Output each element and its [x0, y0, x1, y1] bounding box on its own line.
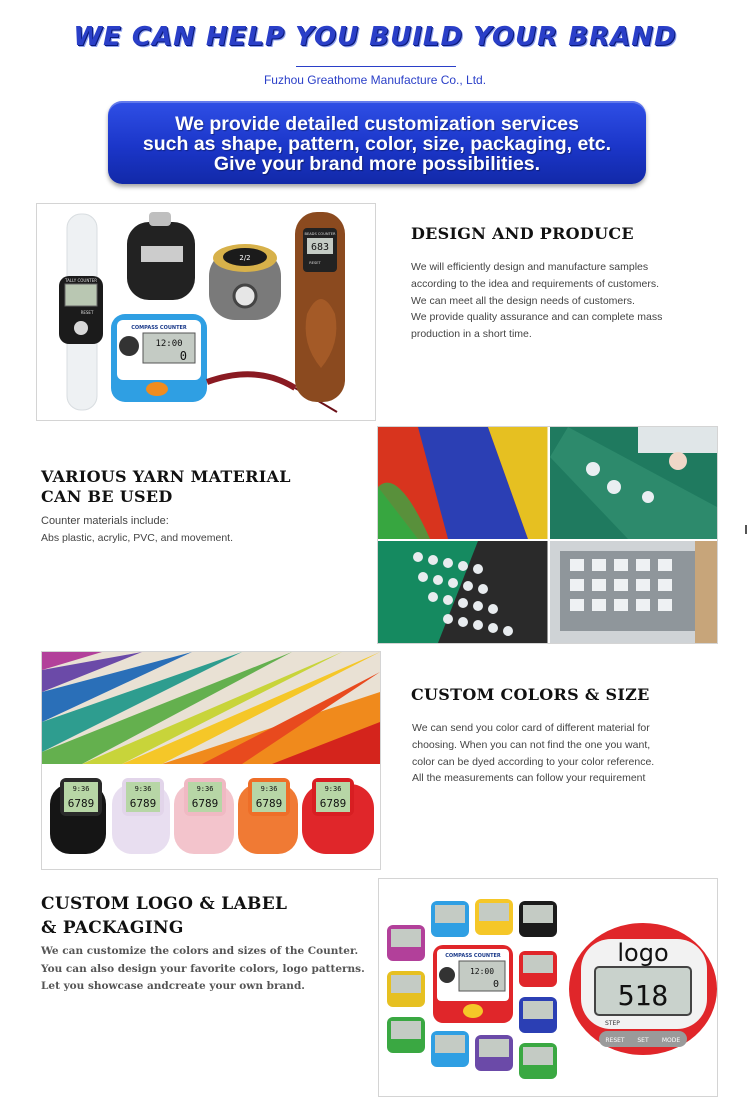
design-produce-body: [411, 259, 711, 343]
custom-logo-title-line-1: CUSTOM LOGO & LABEL: [41, 894, 288, 914]
design-produce-line-2: according to the idea and requirements of customers.: [411, 277, 660, 290]
custom-logo-title: [41, 892, 287, 940]
yarn-material-title-line-2: CAN BE USED: [41, 487, 173, 506]
yarn-material-title: [41, 467, 291, 507]
custom-colors-line-3: color can be dyed according to your color reference.: [412, 755, 655, 768]
yarn-material-line-2: Abs plastic, acrylic, PVC, and movement.: [41, 531, 233, 544]
compass-counter-count: 0: [179, 349, 187, 363]
logo-step-label: STEP: [605, 1020, 620, 1027]
custom-colors-line-1: We can send you color card of different material for: [412, 722, 650, 734]
ring-time-orange: 9:36: [260, 785, 278, 793]
design-produce-photo: [36, 203, 376, 421]
page-headline: WE CAN HELP YOU BUILD YOUR BRAND: [73, 22, 677, 52]
banner-line-3: Give your brand more possibilities.: [213, 153, 541, 175]
mini-counter-title: COMPASS COUNTER: [445, 953, 501, 959]
custom-logo-line-1: We can customize the colors and sizes of the Counter.: [41, 945, 359, 957]
design-produce-line-1: We will efficiently design and manufacture samples: [411, 261, 649, 273]
custom-colors-title: [411, 685, 650, 705]
custom-logo-line-3: Let you showcase andcreate your own brand.: [41, 980, 305, 992]
compass-counter-time: 12:00: [155, 339, 183, 349]
custom-logo-title-line-2: & PACKAGING: [41, 918, 184, 938]
custom-logo-line-2: You can also design your favorite colors, logo patterns.: [41, 962, 365, 975]
ring-count-black: 6789: [67, 797, 95, 810]
company-name: Fuzhou Greathome Manufacture Co., Ltd.: [263, 73, 487, 87]
ring-time-black: 9:36: [72, 785, 90, 793]
custom-colors-title-line: CUSTOM COLORS & SIZE: [411, 685, 650, 704]
custom-logo-body: [41, 943, 371, 996]
logo-display: 518: [617, 979, 669, 1012]
ring-count-pink: 6789: [191, 797, 219, 810]
logo-word: logo: [617, 939, 669, 967]
yarn-material-body: [41, 513, 341, 547]
design-produce-line-4: We provide quality assurance and can complete mass: [411, 311, 663, 324]
wood-counter-display: 683: [310, 242, 330, 253]
design-produce-line-3: We can meet all the design needs of customers.: [411, 294, 635, 307]
ring-time-red: 9:36: [324, 785, 342, 793]
banner-line-2: such as shape, pattern, color, size, packaging, etc.: [142, 133, 612, 155]
design-produce-title-line: DESIGN AND PRODUCE: [411, 224, 634, 243]
logo-set-button: SET: [637, 1037, 649, 1044]
custom-colors-line-4: All the measurements can follow your requirement: [412, 772, 646, 785]
design-produce-line-5: production in a short time.: [411, 328, 532, 341]
materials-photo-grid: [377, 426, 718, 644]
custom-colors-body: [412, 720, 712, 787]
edge-mark: [745, 525, 747, 534]
mini-counter-time: 12:00: [469, 967, 495, 976]
company-divider: [296, 66, 456, 67]
banner-line-1: We provide detailed customization services: [175, 113, 579, 135]
ring-time-lilac: 9:36: [134, 785, 152, 793]
ring-count-red: 6789: [319, 797, 347, 810]
compass-counter-title: COMPASS COUNTER: [131, 325, 187, 331]
design-produce-title: [411, 224, 634, 244]
color-samples-photo: [41, 651, 381, 870]
mini-counter-count: 0: [492, 979, 499, 990]
ring-time-pink: 9:36: [196, 785, 214, 793]
wood-counter-reset: RESET: [309, 261, 321, 265]
custom-colors-line-2: choosing. When you can not find the one you want,: [412, 738, 651, 751]
ring-counter-display: 2/2: [239, 254, 251, 262]
finger-counter-label: TALLY COUNTER: [64, 278, 98, 283]
logo-mode-button: MODE: [661, 1037, 681, 1044]
custom-logo-photo: [378, 878, 718, 1097]
logo-reset-button: RESET: [605, 1037, 625, 1044]
yarn-material-line-1: Counter materials include:: [41, 515, 169, 527]
ring-count-lilac: 6789: [129, 797, 157, 810]
wood-counter-title: BEADS COUNTER: [304, 232, 336, 236]
ring-count-orange: 6789: [255, 797, 283, 810]
yarn-material-title-line-1: VARIOUS YARN MATERIAL: [41, 467, 291, 486]
customization-banner: [108, 101, 646, 184]
finger-reset-label: RESET: [80, 310, 94, 315]
